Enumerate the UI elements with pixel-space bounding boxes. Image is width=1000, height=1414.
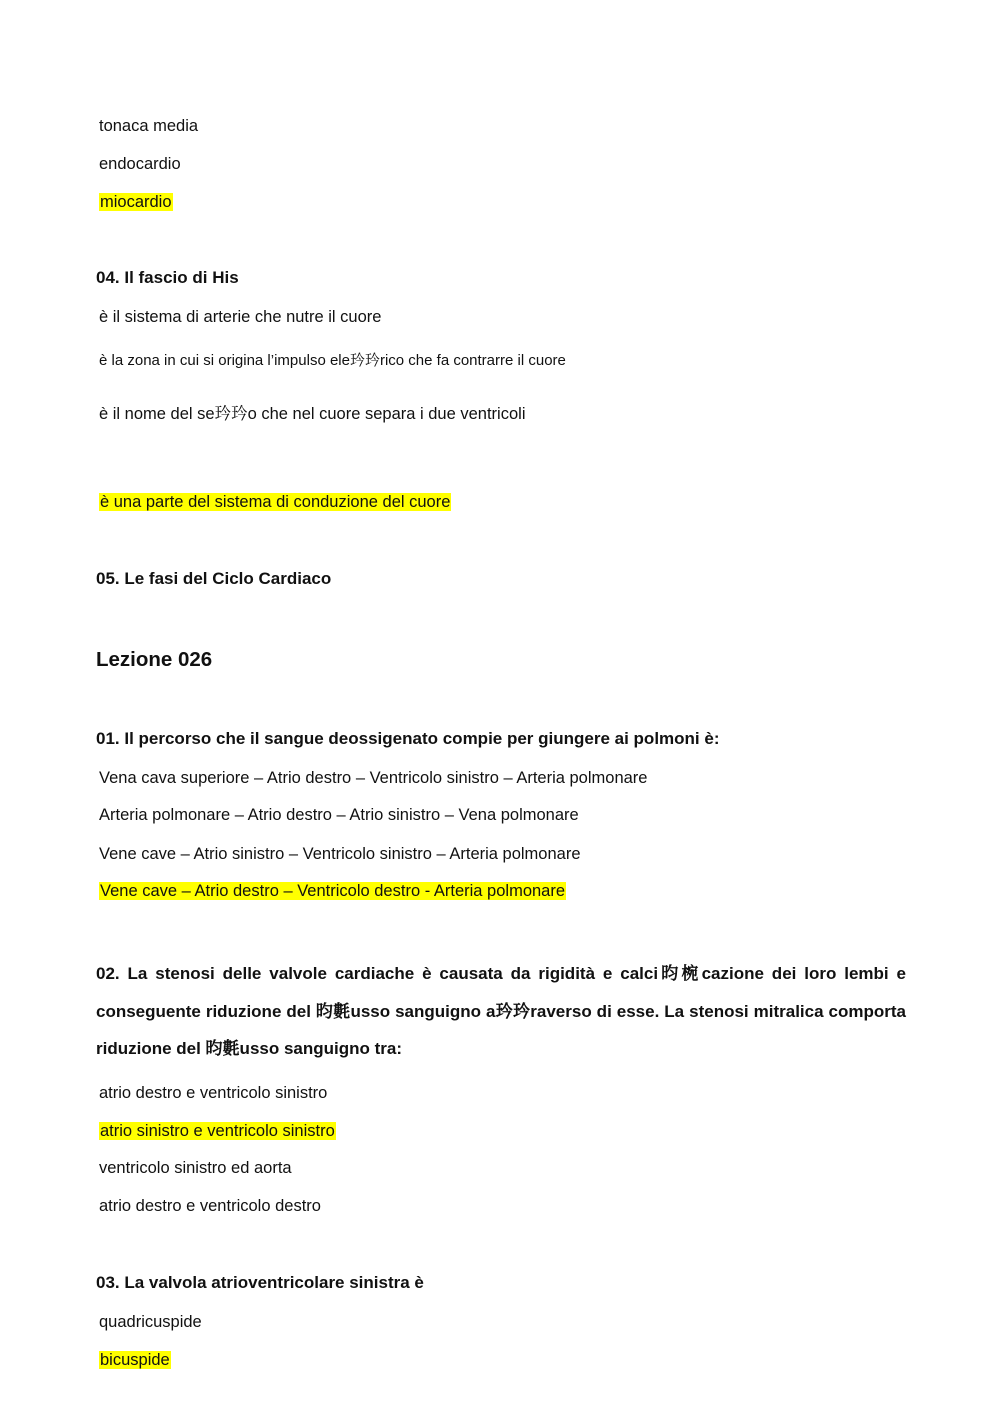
answer-option: Arteria polmonare – Atrio destro – Atrio sinistro – Vena polmonare bbox=[99, 806, 579, 824]
answer-option-correct: miocardio bbox=[100, 193, 172, 211]
question-heading: 05. Le fasi del Ciclo Cardiaco bbox=[96, 569, 332, 588]
answer-option: endocardio bbox=[99, 155, 181, 173]
lesson-title: Lezione 026 bbox=[96, 648, 213, 671]
answer-option: ventricolo sinistro ed aorta bbox=[99, 1159, 292, 1177]
question-heading: 01. Il percorso che il sangue deossigenato compie per giungere ai polmoni è: bbox=[96, 729, 720, 748]
answer-option: atrio destro e ventricolo sinistro bbox=[99, 1084, 328, 1102]
question-heading: 04. Il fascio di His bbox=[96, 268, 239, 287]
answer-option: è il sistema di arterie che nutre il cuore bbox=[99, 308, 382, 326]
answer-option: quadricuspide bbox=[99, 1313, 202, 1331]
answer-option: Vene cave – Atrio sinistro – Ventricolo sinistro – Arteria polmonare bbox=[99, 845, 581, 863]
answer-option-correct: è una parte del sistema di conduzione del cuore bbox=[100, 493, 451, 511]
answer-option-correct: bicuspide bbox=[100, 1351, 170, 1369]
answer-option-correct: Vene cave – Atrio destro – Ventricolo destro - Arteria polmonare bbox=[100, 882, 566, 900]
question-heading: 03. La valvola atrioventricolare sinistra è bbox=[96, 1273, 424, 1292]
answer-option: è la zona in cui si origina l’impulso ele玪玪rico che fa contrarre il cuore bbox=[99, 352, 566, 369]
answer-option: è il nome del se玪玪o che nel cuore separa i due ventricoli bbox=[99, 405, 526, 423]
answer-option-correct: atrio sinistro e ventricolo sinistro bbox=[100, 1122, 335, 1140]
question-paragraph: 02. La stenosi delle valvole cardiache è causata da rigidità e calci昀椀cazione dei loro lembi e conseguente riduzione del 昀氀usso sanguigno a玪玪raverso di esse. La stenosi mitralica comporta riduzione del 昀氀usso sanguigno tra: bbox=[96, 964, 906, 1058]
answer-option: Vena cava superiore – Atrio destro – Ventricolo sinistro – Arteria polmonare bbox=[99, 769, 648, 787]
answer-option: tonaca media bbox=[99, 117, 199, 135]
answer-option: atrio destro e ventricolo destro bbox=[99, 1197, 321, 1215]
